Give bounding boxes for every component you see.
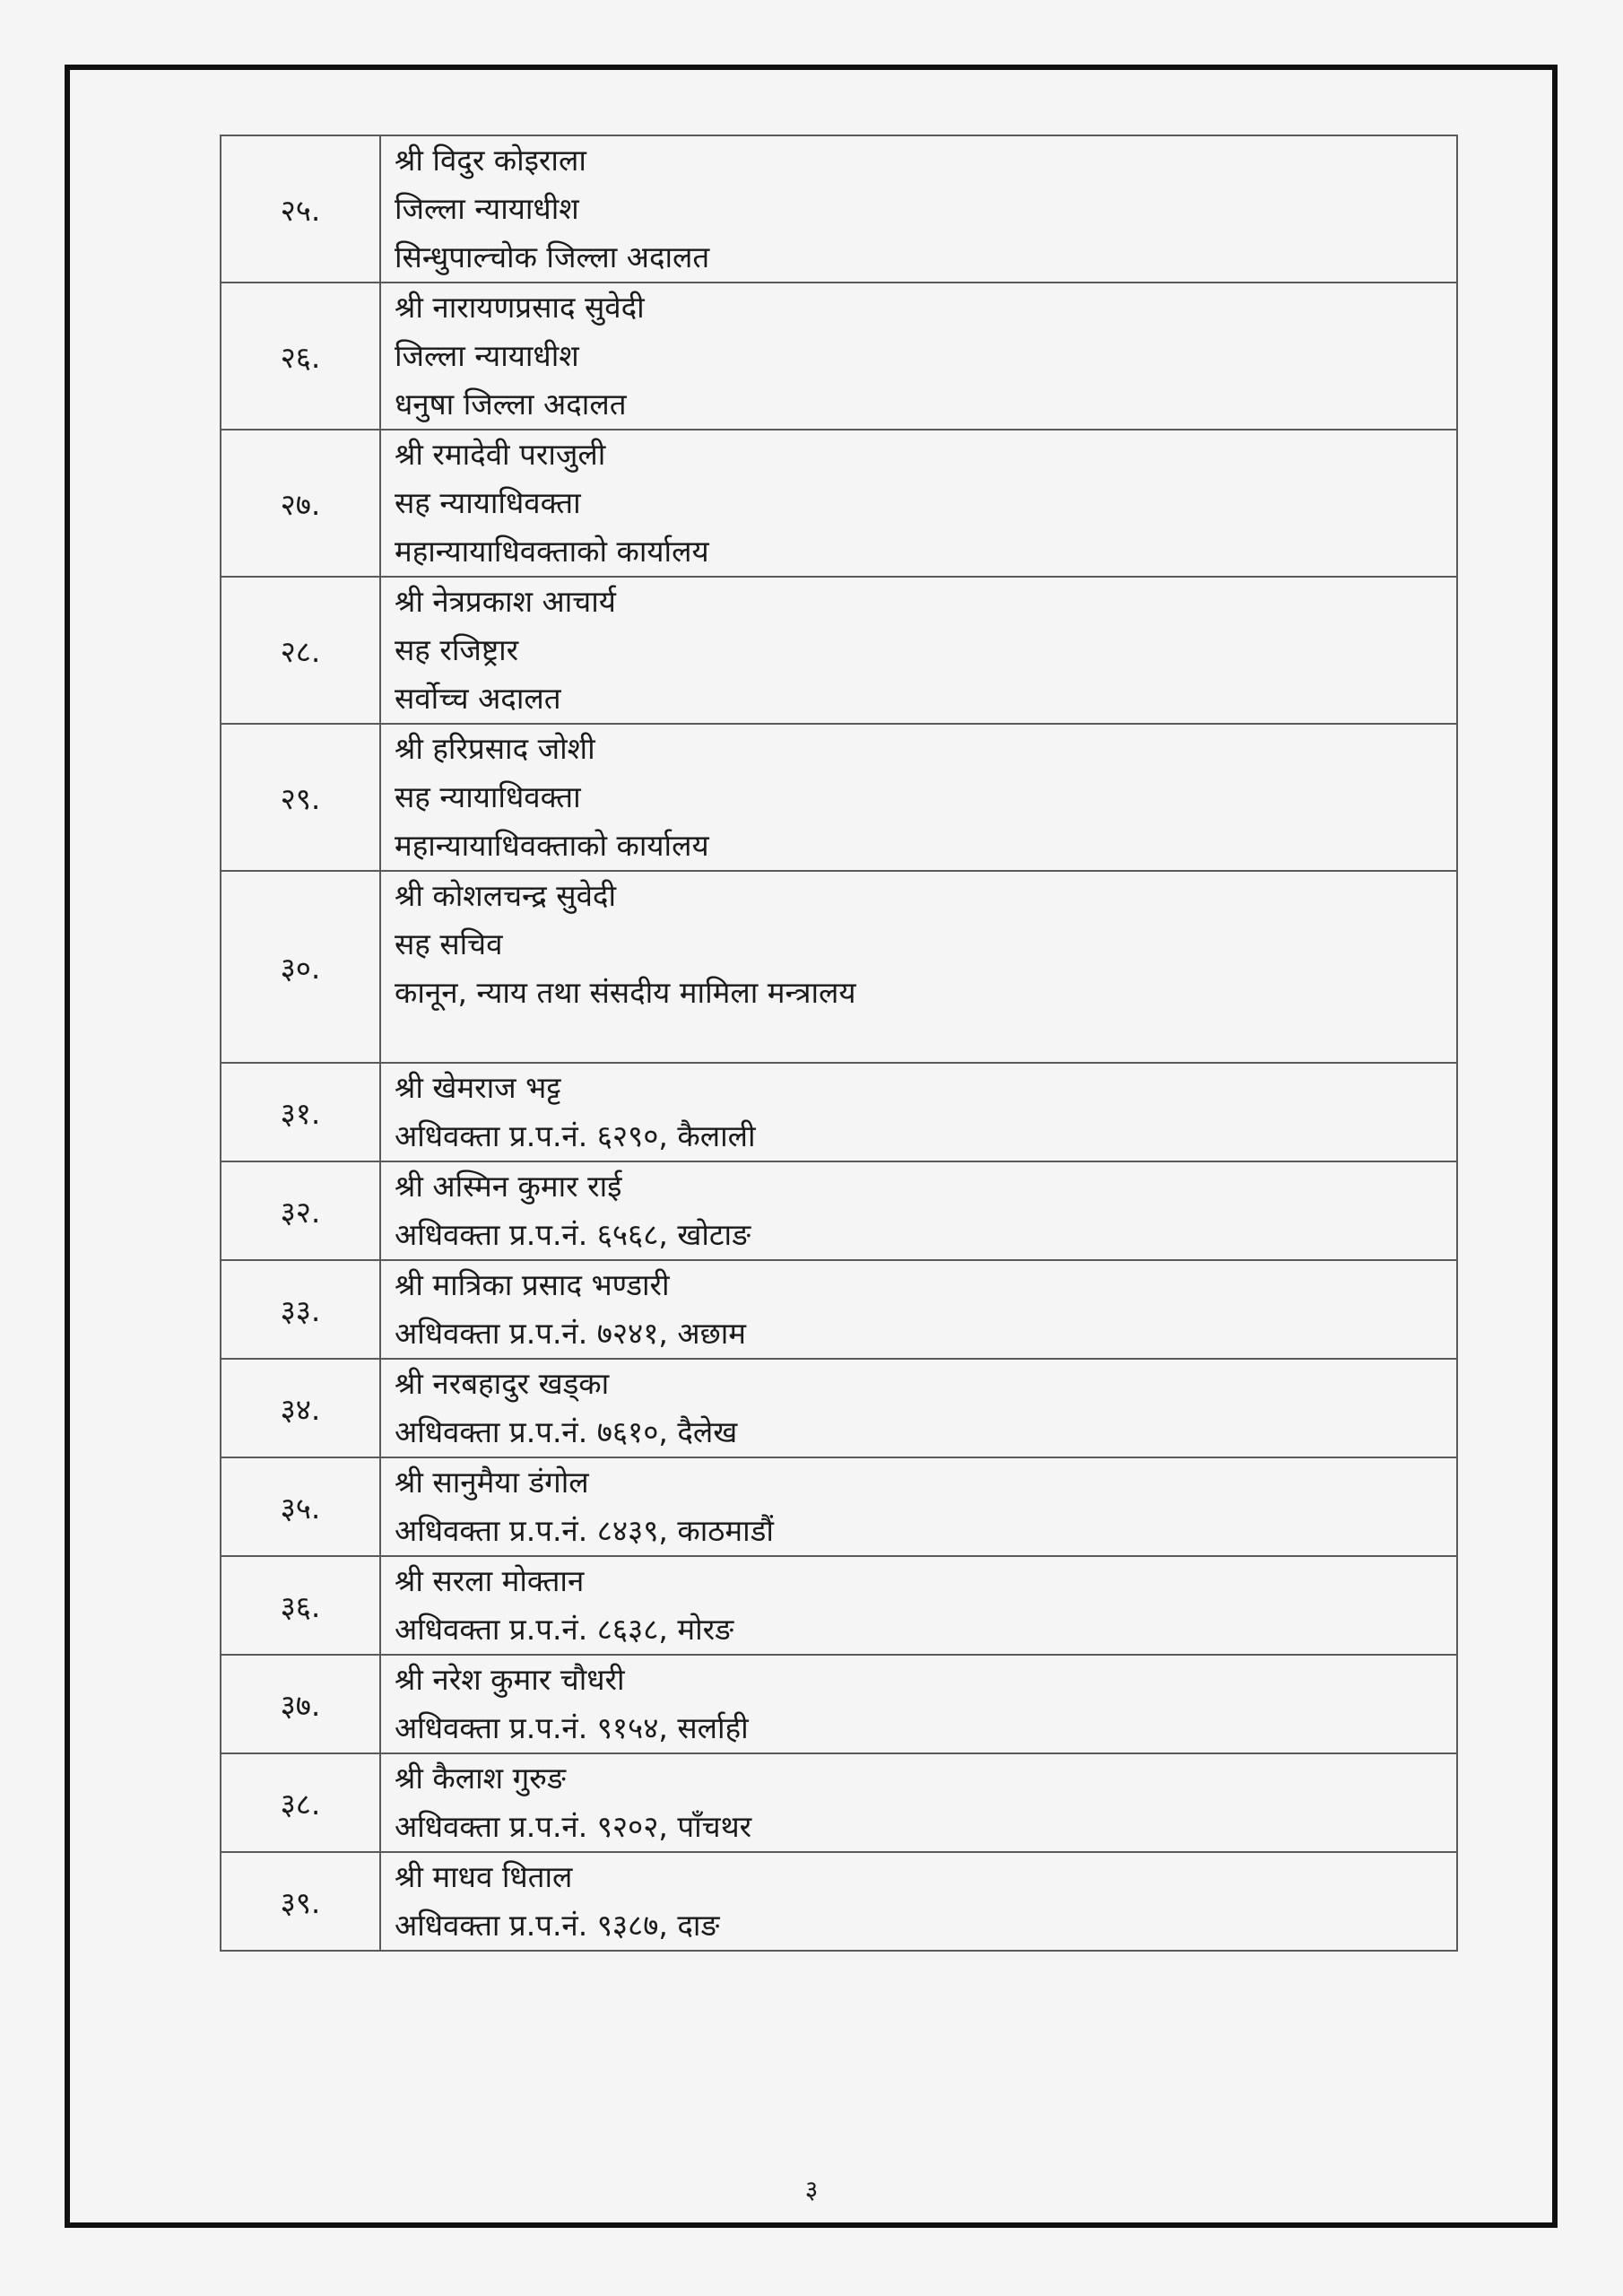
table-row xyxy=(221,1655,1457,1753)
member-name: श्री नेत्रप्रकाश आचार्य xyxy=(395,584,616,619)
serial-number: ३८. xyxy=(221,1753,380,1852)
member-designation: सह रजिष्ट्रार xyxy=(395,632,519,667)
member-name: श्री अस्मिन कुमार राई xyxy=(395,1169,622,1204)
page-number: ३ xyxy=(804,2175,819,2205)
serial-number: ३२. xyxy=(221,1161,380,1260)
member-details xyxy=(380,724,1457,871)
member-details xyxy=(380,1655,1457,1753)
member-name: श्री हरिप्रसाद जोशी xyxy=(395,731,595,766)
member-details xyxy=(380,1457,1457,1556)
table-row xyxy=(221,577,1457,724)
member-office: महान्यायाधिवक्ताको कार्यालय xyxy=(395,828,709,863)
member-name: श्री नरबहादुर खड्का xyxy=(395,1366,610,1401)
member-designation: जिल्ला न्यायाधीश xyxy=(395,191,579,226)
serial-number: ३९. xyxy=(221,1852,380,1951)
serial-number: ३७. xyxy=(221,1655,380,1753)
table-row xyxy=(221,1359,1457,1457)
member-license: अधिवक्ता प्र.प.नं. ७६१०, दैलेख xyxy=(395,1414,738,1449)
member-license: अधिवक्ता प्र.प.नं. ९१५४, सर्लाही xyxy=(395,1710,749,1745)
member-name: श्री मात्रिका प्रसाद भण्डारी xyxy=(395,1267,670,1302)
member-office: सर्वोच्च अदालत xyxy=(395,681,561,716)
serial-number: ३१. xyxy=(221,1063,380,1161)
member-details xyxy=(380,1260,1457,1359)
member-designation: सह सचिव xyxy=(395,926,503,961)
serial-number: २७. xyxy=(221,430,380,577)
member-details xyxy=(380,135,1457,283)
serial-number: २९. xyxy=(221,724,380,871)
member-office: कानून, न्याय तथा संसदीय मामिला मन्त्रालय xyxy=(395,975,856,1010)
member-name: श्री माधव धिताल xyxy=(395,1859,573,1894)
serial-number: २५. xyxy=(221,135,380,283)
table-row xyxy=(221,1161,1457,1260)
member-designation: सह न्यायाधिवक्ता xyxy=(395,485,581,520)
member-name: श्री खेमराज भट्ट xyxy=(395,1070,561,1105)
serial-number: ३५. xyxy=(221,1457,380,1556)
table-row xyxy=(221,1457,1457,1556)
member-license: अधिवक्ता प्र.प.नं. ७२४१, अछाम xyxy=(395,1316,746,1351)
serial-number: ३०. xyxy=(221,871,380,1063)
member-designation: सह न्यायाधिवक्ता xyxy=(395,779,581,814)
member-list-table xyxy=(220,135,1458,1952)
serial-number: ३३. xyxy=(221,1260,380,1359)
member-designation: जिल्ला न्यायाधीश xyxy=(395,338,579,373)
member-license: अधिवक्ता प्र.प.नं. ९३८७, दाङ xyxy=(395,1908,720,1943)
member-license: अधिवक्ता प्र.प.नं. ६५६८, खोटाङ xyxy=(395,1217,751,1252)
member-details xyxy=(380,577,1457,724)
member-details xyxy=(380,1852,1457,1951)
member-name: श्री कैलाश गुरुङ xyxy=(395,1761,566,1796)
member-license: अधिवक्ता प्र.प.नं. ९२०२, पाँचथर xyxy=(395,1809,752,1844)
member-details xyxy=(380,1556,1457,1655)
table-row xyxy=(221,135,1457,283)
table-row xyxy=(221,1753,1457,1852)
member-license: अधिवक्ता प्र.प.नं. ६२९०, कैलाली xyxy=(395,1118,756,1153)
member-details xyxy=(380,871,1457,1063)
table-row xyxy=(221,871,1457,1063)
member-details xyxy=(380,1359,1457,1457)
table-row xyxy=(221,283,1457,430)
serial-number: २८. xyxy=(221,577,380,724)
member-details xyxy=(380,430,1457,577)
table-row xyxy=(221,1260,1457,1359)
member-license: अधिवक्ता प्र.प.नं. ८६३८, मोरङ xyxy=(395,1612,734,1647)
table-row xyxy=(221,1063,1457,1161)
member-name: श्री नरेश कुमार चौधरी xyxy=(395,1662,625,1697)
member-details xyxy=(380,1753,1457,1852)
table-row xyxy=(221,1556,1457,1655)
member-office: धनुषा जिल्ला अदालत xyxy=(395,387,627,422)
table-row xyxy=(221,430,1457,577)
member-details xyxy=(380,1161,1457,1260)
member-office: सिन्धुपाल्चोक जिल्ला अदालत xyxy=(395,239,710,274)
table-row xyxy=(221,1852,1457,1951)
member-name: श्री सानुमैया डंगोल xyxy=(395,1465,589,1500)
serial-number: ३४. xyxy=(221,1359,380,1457)
table-row xyxy=(221,724,1457,871)
member-name: श्री कोशलचन्द्र सुवेदी xyxy=(395,878,616,913)
member-license: अधिवक्ता प्र.प.नं. ८४३९, काठमाडौं xyxy=(395,1513,774,1548)
member-name: श्री नारायणप्रसाद सुवेदी xyxy=(395,290,645,325)
serial-number: २६. xyxy=(221,283,380,430)
member-details xyxy=(380,1063,1457,1161)
member-name: श्री विदुर कोइराला xyxy=(395,143,586,178)
member-name: श्री रमादेवी पराजुली xyxy=(395,437,606,472)
serial-number: ३६. xyxy=(221,1556,380,1655)
member-details xyxy=(380,283,1457,430)
member-office: महान्यायाधिवक्ताको कार्यालय xyxy=(395,534,709,569)
member-name: श्री सरला मोक्तान xyxy=(395,1563,585,1598)
